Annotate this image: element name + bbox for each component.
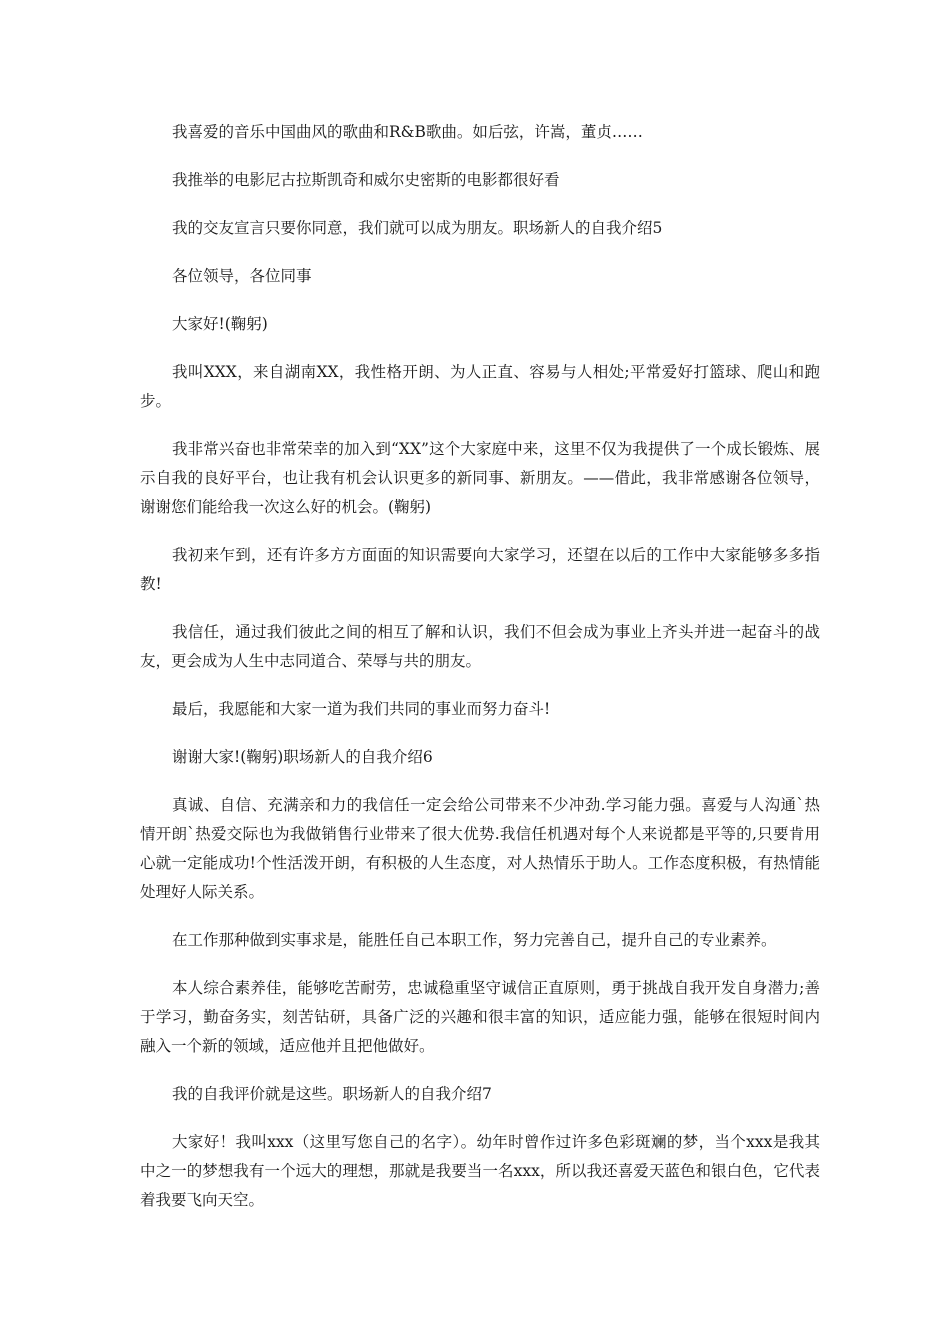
paragraph-joining: 我非常兴奋也非常荣幸的加入到“XX”这个大家庭中来，这里不仅为我提供了一个成长锻炼、展示自我的良好平台，也让我有机会认识更多的新同事、新朋友。——借此，我非常感谢各位领导，谢谢您们能给我一次这么好的机会。(鞠躬) [140,440,820,516]
paragraph-self-intro: 我叫XXX，来自湖南XX，我性格开朗、为人正直、容易与人相处;平常爱好打篮球、爬山和跑步。 [140,363,820,410]
paragraph-qualities: 本人综合素养佳，能够吃苦耐劳，忠诚稳重坚守诚信正直原则，勇于挑战自我开发自身潜力;善于学习，勤奋务实，刻苦钻研，具备广泛的兴趣和很丰富的知识，适应能力强，能够在很短时间内融入一个新的领域，适应他并且把他做好。 [140,979,820,1055]
paragraph-work: 在工作那种做到实事求是，能胜任自己本职工作，努力完善自己，提升自己的专业素养。 [172,931,777,949]
paragraph-sincere: 真诚、自信、充满亲和力的我信任一定会给公司带来不少冲劲.学习能力强。喜爱与人沟通`热情开朗`热爱交际也为我做销售行业带来了很大优势.我信任机遇对每个人来说都是平等的,只要肯用心就一定能成功!个性活泼开朗，有积极的人生态度，对人热情乐于助人。工作态度积极，有热情能处理好人际关系。 [140,796,820,901]
paragraph-finally: 最后，我愿能和大家一道为我们共同的事业而努力奋斗! [172,700,551,718]
paragraph-movies: 我推举的电影尼古拉斯凯奇和威尔史密斯的电影都很好看 [172,171,560,189]
paragraph-dream: 大家好！我叫xxx（这里写您自己的名字）。幼年时曾作过许多色彩斑斓的梦，当个xxx是我其中之一的梦想我有一个远大的理想，那就是我要当一名xxx，所以我还喜爱天蓝色和银白色，它代表着我要飞向天空。 [140,1133,820,1209]
paragraph-thanks: 谢谢大家!(鞠躬)职场新人的自我介绍6 [172,748,433,766]
paragraph-greeting-leaders: 各位领导，各位同事 [172,267,312,285]
paragraph-newcomer: 我初来乍到，还有许多方方面面的知识需要向大家学习，还望在以后的工作中大家能够多多指教! [140,546,820,593]
paragraph-friendship-motto: 我的交友宣言只要你同意，我们就可以成为朋友。职场新人的自我介绍5 [172,219,663,237]
document-body [140,118,820,1234]
paragraph-music: 我喜爱的音乐中国曲风的歌曲和R&B歌曲。如后弦，许嵩，董贞…… [172,123,643,141]
paragraph-self-evaluation: 我的自我评价就是这些。职场新人的自我介绍7 [172,1085,492,1103]
paragraph-trust: 我信任，通过我们彼此之间的相互了解和认识，我们不但会成为事业上齐头并进一起奋斗的战友，更会成为人生中志同道合、荣辱与共的朋友。 [140,623,820,670]
paragraph-hello-bow: 大家好!(鞠躬) [172,315,268,333]
